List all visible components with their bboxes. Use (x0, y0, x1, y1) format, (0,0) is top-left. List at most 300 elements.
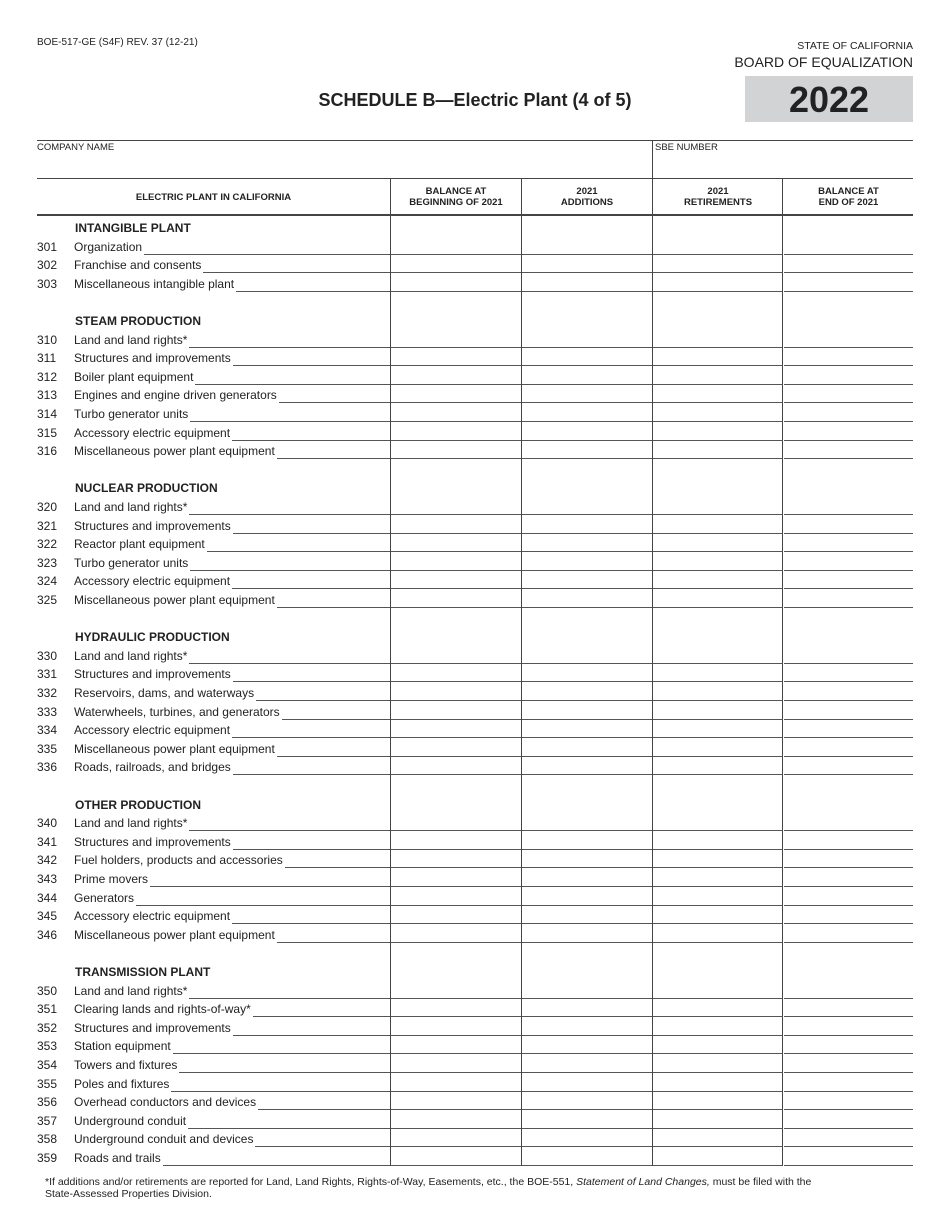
table-row (37, 1132, 390, 1150)
table-row (37, 444, 390, 462)
balance-end-cell[interactable] (784, 1111, 913, 1128)
line-number: 357 (37, 1113, 58, 1128)
line-number: 352 (37, 1020, 58, 1035)
cell-line (653, 291, 782, 292)
additions-cell[interactable] (522, 553, 652, 570)
additions-cell[interactable] (522, 813, 652, 830)
line-label: Structures and improvements (74, 1020, 231, 1035)
line-label: Structures and improvements (74, 667, 231, 682)
line-number: 334 (37, 723, 58, 738)
additions-cell[interactable] (522, 757, 652, 774)
label-leader-line (233, 774, 390, 775)
balance-end-cell[interactable] (784, 404, 913, 421)
column-header-text: END OF 2021 (818, 197, 879, 208)
retirements-cell[interactable] (653, 888, 782, 905)
line-number: 344 (37, 890, 58, 905)
cell-line (784, 607, 913, 608)
balance-begin-cell[interactable] (391, 423, 521, 440)
balance-begin-cell[interactable] (391, 1148, 521, 1165)
table-row (37, 872, 390, 890)
label-leader-line (195, 384, 390, 385)
label-leader-line (236, 291, 390, 292)
footnote-text: State-Assessed Properties Division. (45, 1188, 212, 1200)
cell-line (653, 942, 782, 943)
balance-end-cell[interactable] (784, 757, 913, 774)
balance-begin-cell[interactable] (391, 981, 521, 998)
line-number: 353 (37, 1039, 58, 1054)
line-number: 302 (37, 258, 58, 273)
sbe-number-label: SBE NUMBER (655, 142, 718, 153)
line-label: Waterwheels, turbines, and generators (74, 704, 280, 719)
additions-cell[interactable] (522, 1129, 652, 1146)
additions-cell[interactable] (522, 1074, 652, 1091)
column-divider (782, 178, 783, 1166)
label-leader-line (279, 402, 390, 403)
line-label: Station equipment (74, 1039, 171, 1054)
label-leader-line (253, 1016, 390, 1017)
line-label: Reactor plant equipment (74, 537, 205, 552)
balance-end-cell[interactable] (784, 237, 913, 254)
balance-end-cell[interactable] (784, 348, 913, 365)
retirements-cell[interactable] (653, 237, 782, 254)
table-row (37, 258, 390, 276)
additions-cell[interactable] (522, 1036, 652, 1053)
additions-cell[interactable] (522, 664, 652, 681)
balance-end-cell[interactable] (784, 516, 913, 533)
retirements-cell[interactable] (653, 683, 782, 700)
cell-line (653, 607, 782, 608)
balance-end-cell[interactable] (784, 813, 913, 830)
label-leader-line (190, 570, 390, 571)
additions-cell[interactable] (522, 646, 652, 663)
line-number: 322 (37, 537, 58, 552)
line-label: Clearing lands and rights-of-way* (74, 1002, 251, 1017)
balance-end-cell[interactable] (784, 590, 913, 607)
table-row (37, 500, 390, 518)
additions-cell[interactable] (522, 497, 652, 514)
retirements-cell[interactable] (653, 255, 782, 272)
cell-line (522, 942, 652, 943)
retirements-cell[interactable] (653, 757, 782, 774)
retirements-cell[interactable] (653, 646, 782, 663)
balance-end-cell[interactable] (784, 1148, 913, 1165)
balance-begin-cell[interactable] (391, 906, 521, 923)
line-number: 331 (37, 667, 58, 682)
balance-begin-cell[interactable] (391, 553, 521, 570)
label-leader-line (233, 1035, 390, 1036)
cell-line (784, 942, 913, 943)
balance-begin-cell[interactable] (391, 869, 521, 886)
balance-begin-cell[interactable] (391, 1092, 521, 1109)
additions-cell[interactable] (522, 255, 652, 272)
balance-end-cell[interactable] (784, 999, 913, 1016)
additions-cell[interactable] (522, 683, 652, 700)
line-number: 343 (37, 872, 58, 886)
column-header-additions (522, 180, 652, 214)
balance-end-cell[interactable] (784, 423, 913, 440)
column-header-retirements (653, 180, 783, 214)
table-row (37, 1002, 390, 1020)
retirements-cell[interactable] (653, 367, 782, 384)
balance-begin-cell[interactable] (391, 1129, 521, 1146)
cell-line (391, 291, 521, 292)
line-label: Land and land rights* (74, 332, 188, 347)
additions-cell[interactable] (522, 590, 652, 607)
table-row (37, 574, 390, 592)
line-number: 312 (37, 369, 58, 384)
balance-end-cell[interactable] (784, 906, 913, 923)
retirements-cell[interactable] (653, 869, 782, 886)
line-label: Accessory electric equipment (74, 909, 231, 924)
line-number: 324 (37, 574, 58, 589)
retirements-cell[interactable] (653, 832, 782, 849)
additions-cell[interactable] (522, 274, 652, 291)
additions-cell[interactable] (522, 869, 652, 886)
label-leader-line (171, 1091, 390, 1092)
balance-end-cell[interactable] (784, 385, 913, 402)
additions-cell[interactable] (522, 385, 652, 402)
retirements-cell[interactable] (653, 1018, 782, 1035)
balance-begin-cell[interactable] (391, 739, 521, 756)
label-leader-line (233, 681, 390, 682)
column-header-balance-begin (391, 180, 521, 214)
balance-end-cell[interactable] (784, 981, 913, 998)
table-row (37, 388, 390, 406)
balance-end-cell[interactable] (784, 255, 913, 272)
additions-cell[interactable] (522, 850, 652, 867)
label-leader-line (179, 1072, 390, 1073)
balance-begin-cell[interactable] (391, 850, 521, 867)
retirements-cell[interactable] (653, 720, 782, 737)
balance-end-cell[interactable] (784, 553, 913, 570)
label-leader-line (277, 607, 390, 608)
additions-cell[interactable] (522, 739, 652, 756)
column-header-text: BEGINNING OF 2021 (409, 197, 503, 208)
line-number: 342 (37, 853, 58, 868)
cell-line (391, 607, 521, 608)
line-number: 313 (37, 388, 58, 403)
balance-end-cell[interactable] (784, 274, 913, 291)
balance-end-cell[interactable] (784, 1129, 913, 1146)
balance-begin-cell[interactable] (391, 1055, 521, 1072)
additions-cell[interactable] (522, 702, 652, 719)
label-leader-line (163, 1165, 390, 1166)
label-leader-line (258, 1109, 390, 1110)
table-row (37, 667, 390, 685)
balance-begin-cell[interactable] (391, 255, 521, 272)
line-label: Underground conduit and devices (74, 1132, 254, 1147)
additions-cell[interactable] (522, 348, 652, 365)
label-leader-line (189, 663, 390, 664)
additions-cell[interactable] (522, 981, 652, 998)
label-leader-line (233, 533, 390, 534)
line-number: 345 (37, 909, 58, 924)
line-label: Structures and improvements (74, 834, 231, 849)
additions-cell[interactable] (522, 423, 652, 440)
retirements-cell[interactable] (653, 404, 782, 421)
cell-line (784, 291, 913, 292)
table-row (37, 556, 390, 574)
retirements-cell[interactable] (653, 348, 782, 365)
line-number: 354 (37, 1058, 58, 1072)
line-label: Miscellaneous power plant equipment (74, 593, 275, 607)
line-label: Land and land rights* (74, 983, 188, 998)
retirements-cell[interactable] (653, 1074, 782, 1091)
balance-end-cell[interactable] (784, 497, 913, 514)
balance-begin-cell[interactable] (391, 590, 521, 607)
label-leader-line (189, 347, 390, 348)
cell-line (522, 1165, 652, 1166)
retirements-cell[interactable] (653, 1148, 782, 1165)
table-row (37, 742, 390, 760)
line-number: 323 (37, 555, 58, 570)
retirements-cell[interactable] (653, 590, 782, 607)
table-row (37, 723, 390, 741)
cell-line (391, 1165, 521, 1166)
table-row (37, 1095, 390, 1113)
retirements-cell[interactable] (653, 1036, 782, 1053)
balance-end-cell[interactable] (784, 664, 913, 681)
balance-end-cell[interactable] (784, 646, 913, 663)
retirements-cell[interactable] (653, 553, 782, 570)
line-label: Engines and engine driven generators (74, 388, 277, 403)
additions-cell[interactable] (522, 441, 652, 458)
table-row (37, 240, 390, 258)
line-label: Miscellaneous power plant equipment (74, 444, 275, 459)
column-header-text: BALANCE AT (425, 186, 487, 197)
balance-begin-cell[interactable] (391, 348, 521, 365)
additions-cell[interactable] (522, 516, 652, 533)
line-label: Land and land rights* (74, 648, 188, 663)
retirements-cell[interactable] (653, 981, 782, 998)
section-title: OTHER PRODUCTION (75, 797, 201, 812)
retirements-cell[interactable] (653, 813, 782, 830)
balance-begin-cell[interactable] (391, 497, 521, 514)
label-leader-line (277, 458, 390, 459)
label-leader-line (144, 254, 390, 255)
balance-end-cell[interactable] (784, 850, 913, 867)
balance-begin-cell[interactable] (391, 404, 521, 421)
retirements-cell[interactable] (653, 739, 782, 756)
additions-cell[interactable] (522, 571, 652, 588)
balance-end-cell[interactable] (784, 925, 913, 942)
retirements-cell[interactable] (653, 925, 782, 942)
cell-line (653, 458, 782, 459)
table-row (37, 593, 390, 611)
balance-begin-cell[interactable] (391, 925, 521, 942)
balance-begin-cell[interactable] (391, 330, 521, 347)
line-label: Accessory electric equipment (74, 425, 231, 440)
balance-end-cell[interactable] (784, 739, 913, 756)
balance-begin-cell[interactable] (391, 702, 521, 719)
balance-begin-cell[interactable] (391, 571, 521, 588)
balance-begin-cell[interactable] (391, 441, 521, 458)
label-leader-line (173, 1053, 390, 1054)
balance-end-cell[interactable] (784, 702, 913, 719)
line-label: Miscellaneous power plant equipment (74, 927, 275, 942)
line-number: 351 (37, 1002, 58, 1017)
retirements-cell[interactable] (653, 906, 782, 923)
column-header-text: 2021 (707, 186, 729, 197)
retirements-cell[interactable] (653, 423, 782, 440)
retirements-cell[interactable] (653, 516, 782, 533)
line-number: 314 (37, 407, 58, 421)
retirements-cell[interactable] (653, 850, 782, 867)
additions-cell[interactable] (522, 330, 652, 347)
additions-cell[interactable] (522, 999, 652, 1016)
table-row (37, 407, 390, 425)
balance-begin-cell[interactable] (391, 1036, 521, 1053)
additions-cell[interactable] (522, 1018, 652, 1035)
label-leader-line (233, 365, 390, 366)
retirements-cell[interactable] (653, 1111, 782, 1128)
line-label: Land and land rights* (74, 500, 188, 514)
company-name-field[interactable] (37, 155, 649, 177)
cell-line (653, 1165, 782, 1166)
balance-end-cell[interactable] (784, 330, 913, 347)
state-name: STATE OF CALIFORNIA (797, 40, 913, 52)
label-leader-line (190, 421, 390, 422)
label-leader-line (232, 440, 390, 441)
additions-cell[interactable] (522, 832, 652, 849)
line-number: 325 (37, 593, 58, 607)
label-leader-line (233, 849, 390, 850)
label-leader-line (277, 756, 390, 757)
additions-cell[interactable] (522, 534, 652, 551)
line-number: 340 (37, 816, 58, 831)
table-row (37, 1077, 390, 1095)
sbe-number-field[interactable] (655, 155, 910, 177)
balance-begin-cell[interactable] (391, 1074, 521, 1091)
additions-cell[interactable] (522, 404, 652, 421)
balance-begin-cell[interactable] (391, 832, 521, 849)
line-label: Overhead conductors and devices (74, 1095, 257, 1110)
balance-begin-cell[interactable] (391, 683, 521, 700)
line-number: 303 (37, 276, 58, 291)
balance-end-cell[interactable] (784, 1018, 913, 1035)
additions-cell[interactable] (522, 1111, 652, 1128)
balance-begin-cell[interactable] (391, 664, 521, 681)
balance-end-cell[interactable] (784, 367, 913, 384)
additions-cell[interactable] (522, 925, 652, 942)
additions-cell[interactable] (522, 888, 652, 905)
table-row (37, 686, 390, 704)
label-leader-line (285, 867, 390, 868)
label-leader-line (188, 1128, 390, 1129)
table-row (37, 984, 390, 1002)
balance-begin-cell[interactable] (391, 720, 521, 737)
line-number: 310 (37, 332, 58, 347)
retirements-cell[interactable] (653, 999, 782, 1016)
retirements-cell[interactable] (653, 571, 782, 588)
line-label: Underground conduit (74, 1113, 187, 1128)
label-leader-line (256, 700, 390, 701)
line-number: 316 (37, 444, 58, 459)
column-header-text: BALANCE AT (818, 186, 879, 197)
balance-begin-cell[interactable] (391, 999, 521, 1016)
retirements-cell[interactable] (653, 385, 782, 402)
column-header-text: 2021 (576, 186, 598, 197)
balance-begin-cell[interactable] (391, 646, 521, 663)
balance-end-cell[interactable] (784, 720, 913, 737)
balance-end-cell[interactable] (784, 571, 913, 588)
retirements-cell[interactable] (653, 330, 782, 347)
balance-begin-cell[interactable] (391, 385, 521, 402)
balance-begin-cell[interactable] (391, 274, 521, 291)
balance-begin-cell[interactable] (391, 1018, 521, 1035)
line-number: 320 (37, 500, 58, 514)
balance-end-cell[interactable] (784, 1036, 913, 1053)
balance-begin-cell[interactable] (391, 516, 521, 533)
line-label: Turbo generator units (74, 407, 189, 421)
retirements-cell[interactable] (653, 702, 782, 719)
retirements-cell[interactable] (653, 664, 782, 681)
cell-line (522, 774, 652, 775)
balance-end-cell[interactable] (784, 869, 913, 886)
balance-end-cell[interactable] (784, 1055, 913, 1072)
line-label: Reservoirs, dams, and waterways (74, 686, 255, 700)
line-number: 359 (37, 1151, 58, 1165)
additions-cell[interactable] (522, 1148, 652, 1165)
label-leader-line (189, 830, 390, 831)
divider (652, 140, 653, 178)
retirements-cell[interactable] (653, 497, 782, 514)
line-number: 356 (37, 1095, 58, 1110)
balance-end-cell[interactable] (784, 441, 913, 458)
cell-line (391, 942, 521, 943)
balance-begin-cell[interactable] (391, 367, 521, 384)
balance-begin-cell[interactable] (391, 757, 521, 774)
additions-cell[interactable] (522, 1055, 652, 1072)
balance-begin-cell[interactable] (391, 1111, 521, 1128)
balance-begin-cell[interactable] (391, 813, 521, 830)
balance-end-cell[interactable] (784, 534, 913, 551)
retirements-cell[interactable] (653, 274, 782, 291)
additions-cell[interactable] (522, 906, 652, 923)
line-label: Fuel holders, products and accessories (74, 853, 283, 868)
column-header-text: ELECTRIC PLANT IN CALIFORNIA (135, 191, 292, 203)
line-number: 333 (37, 704, 58, 719)
line-label: Poles and fixtures (74, 1076, 170, 1091)
additions-cell[interactable] (522, 720, 652, 737)
retirements-cell[interactable] (653, 1055, 782, 1072)
label-leader-line (189, 514, 390, 515)
section-title: INTANGIBLE PLANT (75, 221, 191, 235)
footnote-text: *If additions and/or retirements are reported for Land, Land Rights, Rights-of-Way, Easements, etc., the BOE-551, (45, 1176, 577, 1188)
balance-begin-cell[interactable] (391, 534, 521, 551)
additions-cell[interactable] (522, 1092, 652, 1109)
line-label: Structures and improvements (74, 351, 231, 366)
retirements-cell[interactable] (653, 1129, 782, 1146)
balance-end-cell[interactable] (784, 888, 913, 905)
retirements-cell[interactable] (653, 534, 782, 551)
balance-begin-cell[interactable] (391, 888, 521, 905)
balance-end-cell[interactable] (784, 1074, 913, 1091)
balance-begin-cell[interactable] (391, 237, 521, 254)
table-row (37, 277, 390, 295)
retirements-cell[interactable] (653, 1092, 782, 1109)
additions-cell[interactable] (522, 367, 652, 384)
page-title: SCHEDULE B—Electric Plant (4 of 5) (318, 90, 632, 110)
balance-end-cell[interactable] (784, 832, 913, 849)
balance-end-cell[interactable] (784, 683, 913, 700)
cell-line (653, 774, 782, 775)
table-row (37, 760, 390, 778)
additions-cell[interactable] (522, 237, 652, 254)
balance-end-cell[interactable] (784, 1092, 913, 1109)
retirements-cell[interactable] (653, 441, 782, 458)
line-number: 332 (37, 686, 58, 700)
